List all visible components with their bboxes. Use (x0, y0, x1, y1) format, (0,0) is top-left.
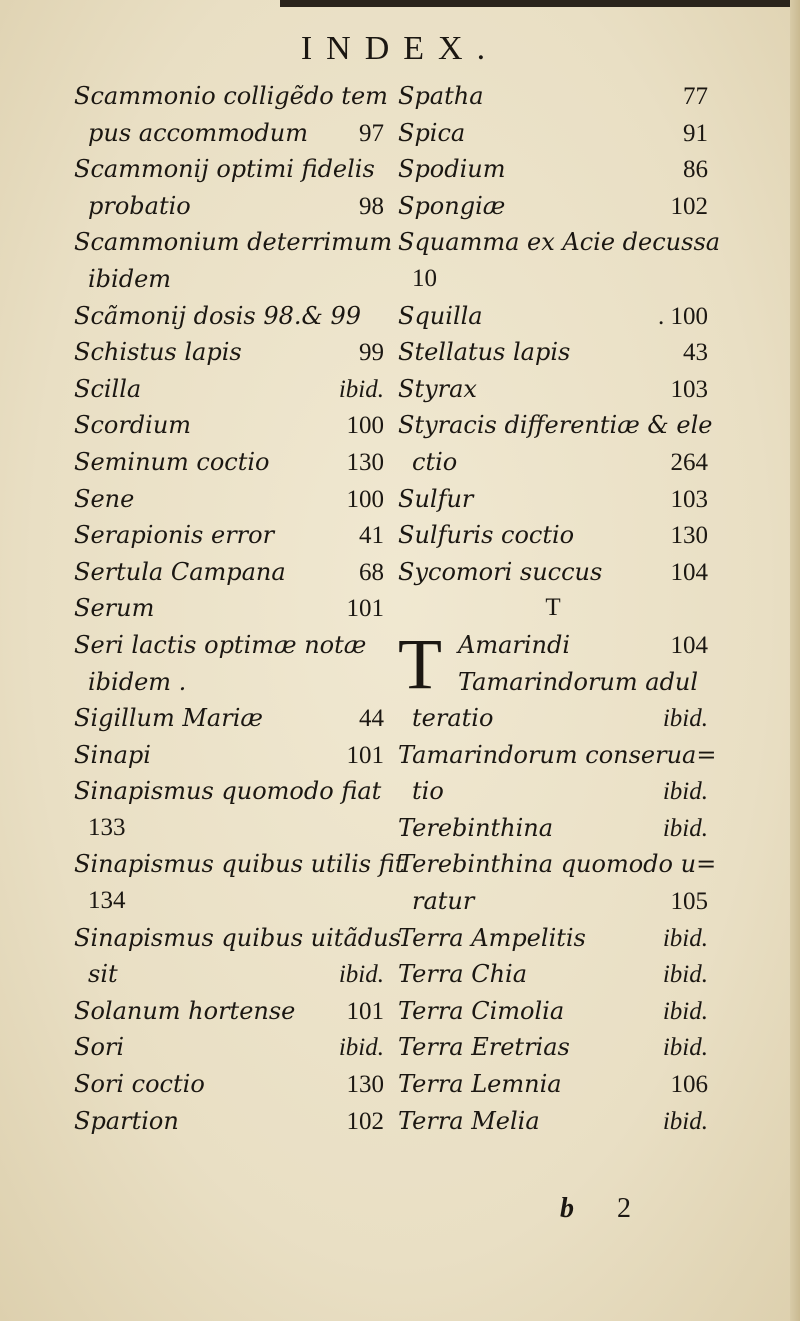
entry-term: Sycomori succus (398, 557, 603, 586)
entry-page: 91 (683, 119, 708, 147)
entry-term: Styracis differentiæ & ele (398, 411, 713, 440)
index-entry (74, 627, 384, 664)
entry-page: ibid. (662, 778, 708, 806)
entry-term: Spica (398, 118, 466, 147)
index-entry (398, 188, 708, 225)
entry-term: 133 (88, 813, 126, 841)
index-entry (74, 1066, 384, 1103)
entry-term: Stellatus lapis (398, 338, 571, 367)
entry-page: 130 (346, 448, 384, 476)
entry-term: Spatha (398, 82, 484, 110)
page-edge (790, 0, 800, 1321)
drop-capital: T (398, 623, 442, 704)
entry-term: Sigillum Mariæ (74, 704, 263, 733)
index-entry (74, 334, 384, 371)
entry-page: ibid. (338, 961, 384, 989)
entry-page: 68 (359, 558, 384, 586)
index-entry (74, 810, 384, 847)
index-entry (398, 810, 708, 847)
entry-page: 86 (683, 156, 708, 184)
entry-term: Scordium (74, 411, 192, 440)
signature-number: 2 (617, 1193, 631, 1224)
entry-page: . 100 (658, 302, 708, 330)
entry-term: ratur (412, 887, 475, 916)
entry-term: Solanum hortense (74, 996, 296, 1025)
entry-page: 101 (346, 997, 384, 1025)
entry-term: Sori coctio (74, 1070, 205, 1099)
index-entry (398, 773, 708, 810)
index-entry (398, 224, 721, 261)
index-entry (398, 334, 708, 371)
index-entry (74, 883, 384, 920)
entry-term: Scilla (74, 374, 142, 403)
entry-page: 102 (346, 1107, 384, 1135)
entry-term: Squamma ex Acie decussa (398, 228, 721, 257)
index-entry (74, 407, 384, 444)
index-entry (398, 700, 708, 737)
index-entry (398, 664, 708, 701)
index-entry (74, 298, 384, 335)
index-entry (398, 1103, 708, 1140)
index-entry (74, 261, 384, 298)
entry-page: 41 (359, 522, 384, 550)
entry-term: Serum (74, 594, 155, 623)
entry-term: ibidem . (88, 667, 187, 696)
entry-term: Sertula Campana (74, 557, 286, 586)
index-entry (74, 517, 384, 554)
entry-term: Sulfur (398, 484, 474, 513)
entry-term: Amarindi (458, 630, 571, 659)
entry-term: ctio (412, 447, 458, 476)
entry-term: Tamarindorum conserua= (398, 740, 717, 769)
index-entry (398, 737, 717, 774)
index-entry (398, 481, 708, 518)
entry-page: 43 (683, 339, 708, 367)
entry-term: pus accommodum (88, 118, 308, 147)
entry-term: Sinapismus quomodo fiat (74, 777, 382, 806)
entry-term: Spodium (398, 155, 506, 184)
index-entry (74, 920, 401, 957)
entry-term: Terra Eretrias (398, 1033, 570, 1062)
index-entry (398, 846, 717, 883)
entry-page: 264 (670, 448, 708, 476)
entry-page: 106 (670, 1071, 708, 1099)
signature-mark (560, 1193, 631, 1225)
entry-page: 99 (359, 339, 384, 367)
index-entry (398, 444, 708, 481)
index-entry (398, 993, 708, 1030)
index-entry (74, 371, 384, 408)
index-entry (398, 151, 708, 188)
index-entry (74, 554, 384, 591)
index-entry (398, 517, 708, 554)
index-entry (74, 664, 384, 701)
entry-page: 130 (346, 1071, 384, 1099)
entry-page: 102 (670, 192, 708, 220)
entry-term: 134 (88, 887, 126, 915)
entry-term: 10 (412, 264, 437, 292)
entry-term: Scammonium deterrimum (74, 228, 393, 257)
dropcap-block (398, 623, 708, 704)
index-entry (398, 1029, 708, 1066)
entry-term: Styrax (398, 374, 477, 403)
section-letter: T (545, 594, 561, 622)
entry-page: ibid. (338, 375, 384, 403)
entry-term: Squilla (398, 301, 483, 330)
index-entry (74, 1103, 384, 1140)
index-entry (398, 627, 708, 664)
signature-letter: b (560, 1193, 574, 1224)
entry-term: ibidem (88, 264, 172, 293)
index-entry (74, 846, 405, 883)
entry-term: Terra Cimolia (398, 996, 565, 1025)
entry-term: Terebinthina quomodo u= (398, 850, 717, 879)
entry-term: Scammonio colligẽdo tem (74, 82, 388, 110)
right-entries-t (398, 700, 717, 1139)
index-entry (74, 444, 384, 481)
index-entry (74, 993, 384, 1030)
entry-term: Sori (74, 1033, 125, 1062)
entry-term: Sinapismus quibus uitãdus (74, 923, 401, 952)
entry-page: 130 (670, 522, 708, 550)
entry-term: Spongiæ (398, 191, 506, 220)
index-entry (398, 1066, 708, 1103)
entry-term: Schistus lapis (74, 338, 242, 367)
entry-term: Terra Chia (398, 960, 528, 989)
index-entry (398, 371, 708, 408)
index-entry (398, 554, 708, 591)
index-entry (398, 407, 713, 444)
entry-page: ibid. (662, 961, 708, 989)
right-entries-s (398, 78, 721, 590)
index-entry (398, 298, 708, 335)
entry-term: tio (412, 777, 444, 806)
entry-term: sit (88, 960, 118, 989)
index-entry (398, 956, 708, 993)
index-entry (74, 590, 384, 627)
entry-term: Terra Melia (398, 1106, 540, 1135)
entry-term: Sene (74, 484, 135, 513)
entry-term: Sinapi (74, 740, 151, 769)
entry-term: probatio (88, 191, 191, 220)
index-entry (74, 188, 384, 225)
entry-term: Seminum coctio (74, 447, 270, 476)
entry-page: 98 (359, 192, 384, 220)
entry-page: 101 (346, 595, 384, 623)
index-entry (398, 883, 708, 920)
entry-term: Terra Lemnia (398, 1070, 562, 1099)
index-entry (398, 115, 708, 152)
entry-page: 77 (683, 83, 708, 110)
index-entry (74, 956, 384, 993)
index-entry (74, 115, 384, 152)
entry-page: 97 (359, 119, 384, 147)
index-entry (74, 700, 384, 737)
entry-term: Terra Ampelitis (398, 923, 586, 952)
entry-page: ibid. (662, 997, 708, 1025)
entry-page: 101 (346, 741, 384, 769)
entry-term: Serapionis error (74, 521, 275, 550)
entry-term: Scammonij optimi fidelis (74, 155, 375, 184)
entry-page: 103 (670, 375, 708, 403)
index-entry (74, 151, 384, 188)
entry-term: Sulfuris coctio (398, 521, 575, 550)
entry-term: Spartion (74, 1106, 179, 1135)
index-entry (398, 78, 708, 115)
entry-page: ibid. (662, 705, 708, 733)
entry-term: Tamarindorum adul (458, 667, 699, 696)
page-header: INDEX. (300, 30, 500, 67)
index-entry (74, 773, 384, 810)
index-entry (74, 1029, 384, 1066)
index-entry (74, 481, 384, 518)
entry-page: ibid. (662, 1107, 708, 1135)
entry-page: 104 (670, 558, 708, 586)
entry-page: ibid. (662, 924, 708, 952)
entry-page: 44 (359, 705, 384, 733)
index-entry (74, 224, 393, 261)
entry-term: Seri lactis optimæ notæ (74, 630, 367, 659)
index-column-left (74, 78, 405, 1139)
entry-term: teratio (412, 704, 494, 733)
top-border (280, 0, 800, 7)
index-column-right (398, 78, 721, 1139)
index-entry (398, 920, 708, 957)
entry-term: Sinapismus quibus utilis fit (74, 850, 405, 879)
entry-page: ibid. (662, 1034, 708, 1062)
entry-page: 100 (346, 485, 384, 513)
index-entry (398, 261, 708, 298)
entry-page: ibid. (662, 814, 708, 842)
index-entry (74, 737, 384, 774)
entry-term: Terebinthina (398, 813, 554, 842)
entry-term: Scãmonij dosis 98.& 99 (74, 301, 362, 330)
entry-page: ibid. (338, 1034, 384, 1062)
entry-page: 100 (346, 412, 384, 440)
entry-page: 103 (670, 485, 708, 513)
index-entry (74, 78, 388, 115)
entry-page: 105 (670, 888, 708, 916)
entry-page: 104 (670, 631, 708, 659)
